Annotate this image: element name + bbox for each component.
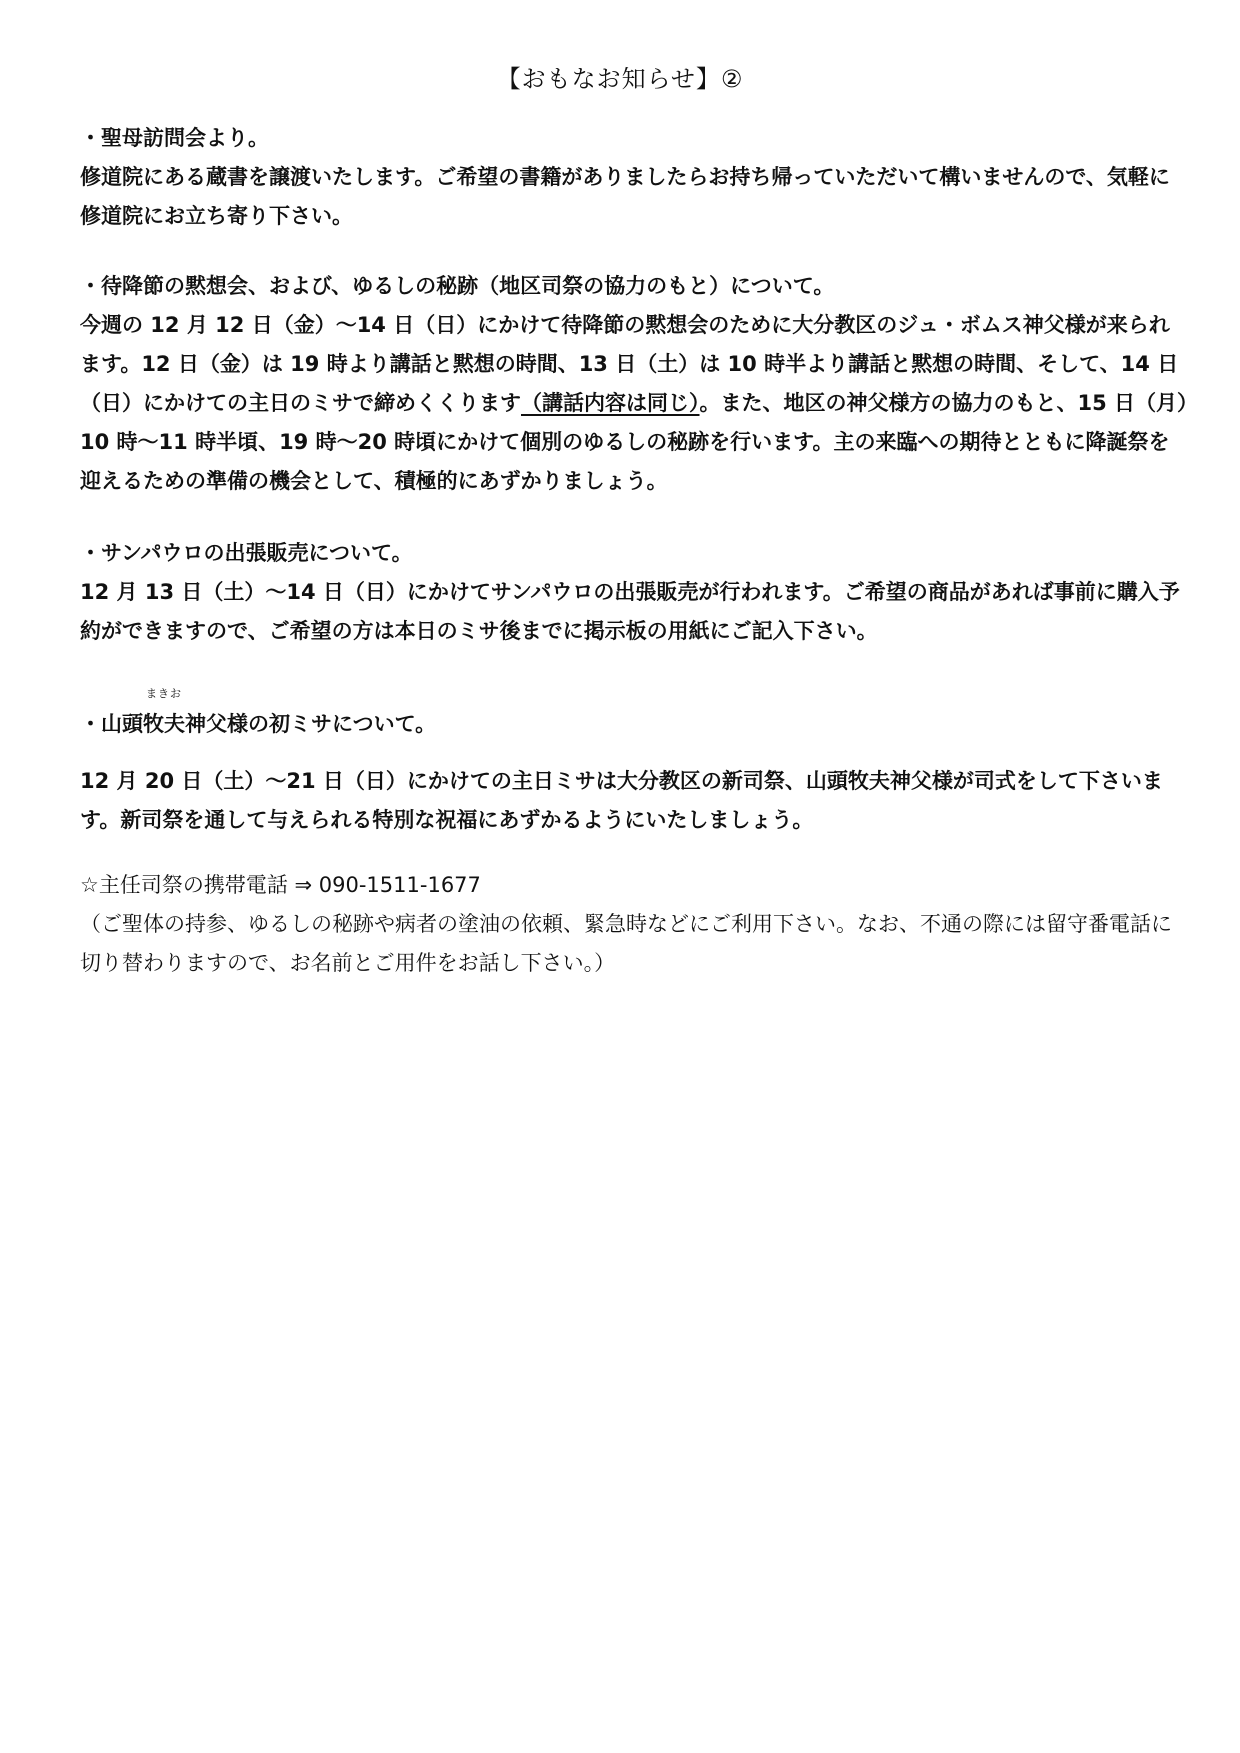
section-heading: ・待降節の黙想会、および、ゆるしの秘跡（地区司祭の協力のもと）について。 (80, 274, 835, 298)
section-first-mass (80, 687, 1190, 840)
contact-note: （ご聖体の持参、ゆるしの秘跡や病者の塗油の依頼、緊急時などにご利用下さい。なお、不通の際には留守番電話に切り替わりますので、お名前とご用件をお話し下さい。） (80, 912, 1172, 975)
page-title: 【おもなお知らせ】② (496, 65, 744, 93)
section-heading: ・聖母訪問会より。 (80, 126, 269, 150)
section-seibo-houmonkai (80, 119, 1190, 236)
heading-suffix: 神父様の初ミサについて。 (185, 712, 437, 736)
section-body: 修道院にある蔵書を譲渡いたします。ご希望の書籍がありましたらお持ち帰っていただいて構いませんので、気軽に修道院にお立ち寄り下さい。 (80, 165, 1170, 228)
ruby-base: 牧夫 (143, 712, 185, 736)
furigana: まきお (146, 687, 182, 700)
body-text-after: 。また、地区の神父様方の協力のもと、15 日（月）10 時～11 時半頃、19 時～20 時頃にかけて個別のゆるしの秘跡を行います。主の来臨への期待とともに降誕祭を迎えるための準備の機会として、積極的にあずかりましょう。 (80, 391, 1188, 493)
section-body: 12 月 20 日（土）～21 日（日）にかけての主日ミサは大分教区の新司祭、山頭牧夫神父様が司式をして下さいます。新司祭を通して与えられる特別な祝福にあずかるようにいたしましょう。 (80, 769, 1163, 832)
heading-prefix: ・山頭 (80, 712, 143, 736)
body-text-before: 今週の 12 月 12 日（金）～14 日（日）にかけて待降節の黙想会のために大分教区のジュ・ボムス神父様が来られます。12 日（金）は 19 時より講話と黙想の時間、13 日（土）は 10 時半より講話と黙想の時間、そして、14 日（日）にかけての主日のミサで締めくくります (80, 313, 1179, 415)
section-heading (80, 687, 1190, 744)
section-contact (80, 866, 1190, 983)
section-body: 12 月 13 日（土）～14 日（日）にかけてサンパウロの出張販売が行われます。ご希望の商品があれば事前に購入予約ができますので、ご希望の方は本日のミサ後までに掲示板の用紙にご記入下さい。 (80, 580, 1180, 643)
section-advent-retreat (80, 267, 1190, 501)
section-heading: ・サンパウロの出張販売について。 (80, 541, 413, 565)
name-with-furigana (143, 687, 185, 744)
contact-phone-line: ☆主任司祭の携帯電話 ⇒ 090-1511-1677 (80, 873, 481, 897)
underlined-note: （講話内容は同じ） (521, 391, 700, 415)
section-body (80, 306, 1190, 501)
section-san-paolo-sale (80, 534, 1190, 651)
